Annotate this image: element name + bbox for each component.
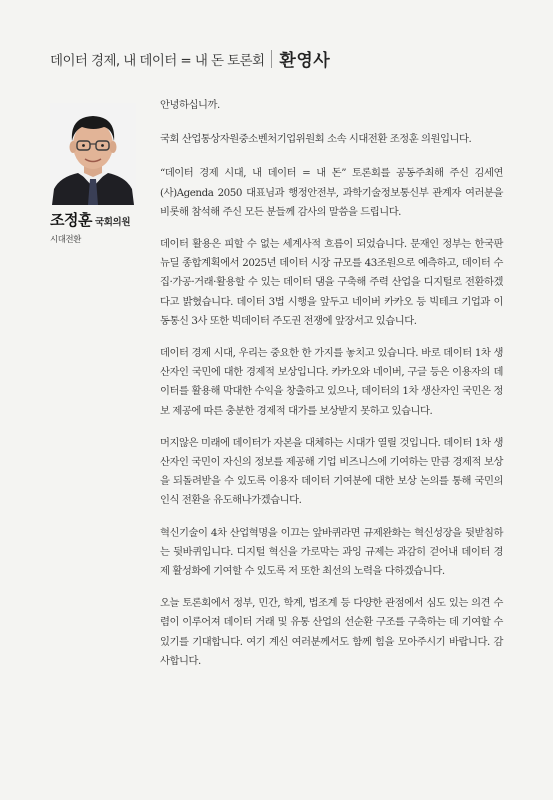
paragraph-data-trend: 데이터 활용은 피할 수 없는 세계사적 흐름이 되었습니다. 문재인 정부는 한국판 뉴딜 종합계획에서 2025년 데이터 시장 규모를 43조원으로 예측하고, 데이터 수집·가공·거래·활용할 수 있는 데이터 댐을 구축해 주력 산업을 디지털로 전환하겠다고 밝혔습니다. 데이터 3법 시행을 앞두고 네이버 카카오 등 빅테크 기업과 이동통신 3사 또한 빅데이터 주도권 전쟁에 앞장서고 있습니다. bbox=[160, 238, 503, 327]
portrait-illustration bbox=[50, 103, 136, 205]
speech-body bbox=[160, 96, 503, 684]
paragraph-regulation: 혁신기술이 4차 산업혁명을 이끄는 앞바퀴라면 규제완화는 혁신성장을 뒷받침하는 뒷바퀴입니다. 디지털 혁신을 가로막는 과잉 규제는 과감히 걷어내 데이터 경제 활성화에 기여할 수 있도록 저 또한 최선의 노력을 다하겠습니다. bbox=[160, 526, 503, 578]
paragraph-future: 머지않은 미래에 데이터가 자본을 대체하는 시대가 열릴 것입니다. 데이터 1차 생산자인 국민이 자신의 정보를 제공해 기업 비즈니스에 기여하는 만큼 경제적 보상을 되돌려받을 수 있도록 이용자 데이터 기여분에 대한 보상 논의를 통해 국민의 인식 전환을 유도해나가겠습니다. bbox=[160, 436, 503, 507]
paragraph-introduction: 국회 산업통상자원중소벤처기업위원회 소속 시대전환 조정훈 의원입니다. bbox=[160, 133, 472, 146]
speaker-name-row bbox=[50, 209, 140, 230]
section-title: 환영사 bbox=[279, 51, 331, 71]
paragraph-closing: 오늘 토론회에서 정부, 민간, 학계, 법조계 등 다양한 관점에서 심도 있는 의견 수렴이 이루어져 데이터 거래 및 유통 산업의 선순환 구조를 구축하는 데 기여할 수 있기를 기대합니다. 여기 계신 여러분께서도 함께 힘을 모아주시기 바랍니다. 감사합니다. bbox=[160, 597, 503, 667]
paragraph-compensation: 데이터 경제 시대, 우리는 중요한 한 가지를 놓치고 있습니다. 바로 데이터 1차 생산자인 국민에 대한 경제적 보상입니다. 카카오와 네이버, 구글 등은 이용자의 데이터를 활용해 막대한 수익을 창출하고 있으나, 데이터의 1차 생산자인 국민은 정보 제공에 따른 충분한 경제적 대가를 보상받지 못하고 있습니다. bbox=[160, 347, 503, 417]
paragraph-thanks: “데이터 경제 시대, 내 데이터 = 내 돈” 토론회를 공동주최해 주신 김세연 (사)Agenda 2050 대표님과 행정안전부, 과학기술정보통신부 관계자 여러분을 비롯해 참석해 주신 모든 분들께 감사의 말씀을 드립니다. bbox=[160, 167, 503, 218]
speaker-party: 시대전환 bbox=[50, 235, 81, 245]
speaker-name: 조정훈 bbox=[50, 211, 92, 229]
page-header bbox=[50, 46, 330, 71]
speaker-card bbox=[50, 103, 140, 245]
paragraph-greeting: 안녕하십니까. bbox=[160, 99, 220, 111]
event-title: 데이터 경제, 내 데이터 = 내 돈 토론회 bbox=[50, 52, 265, 69]
header-divider bbox=[271, 50, 272, 68]
speaker-portrait bbox=[50, 103, 136, 205]
speaker-title: 국회의원 bbox=[94, 217, 131, 228]
